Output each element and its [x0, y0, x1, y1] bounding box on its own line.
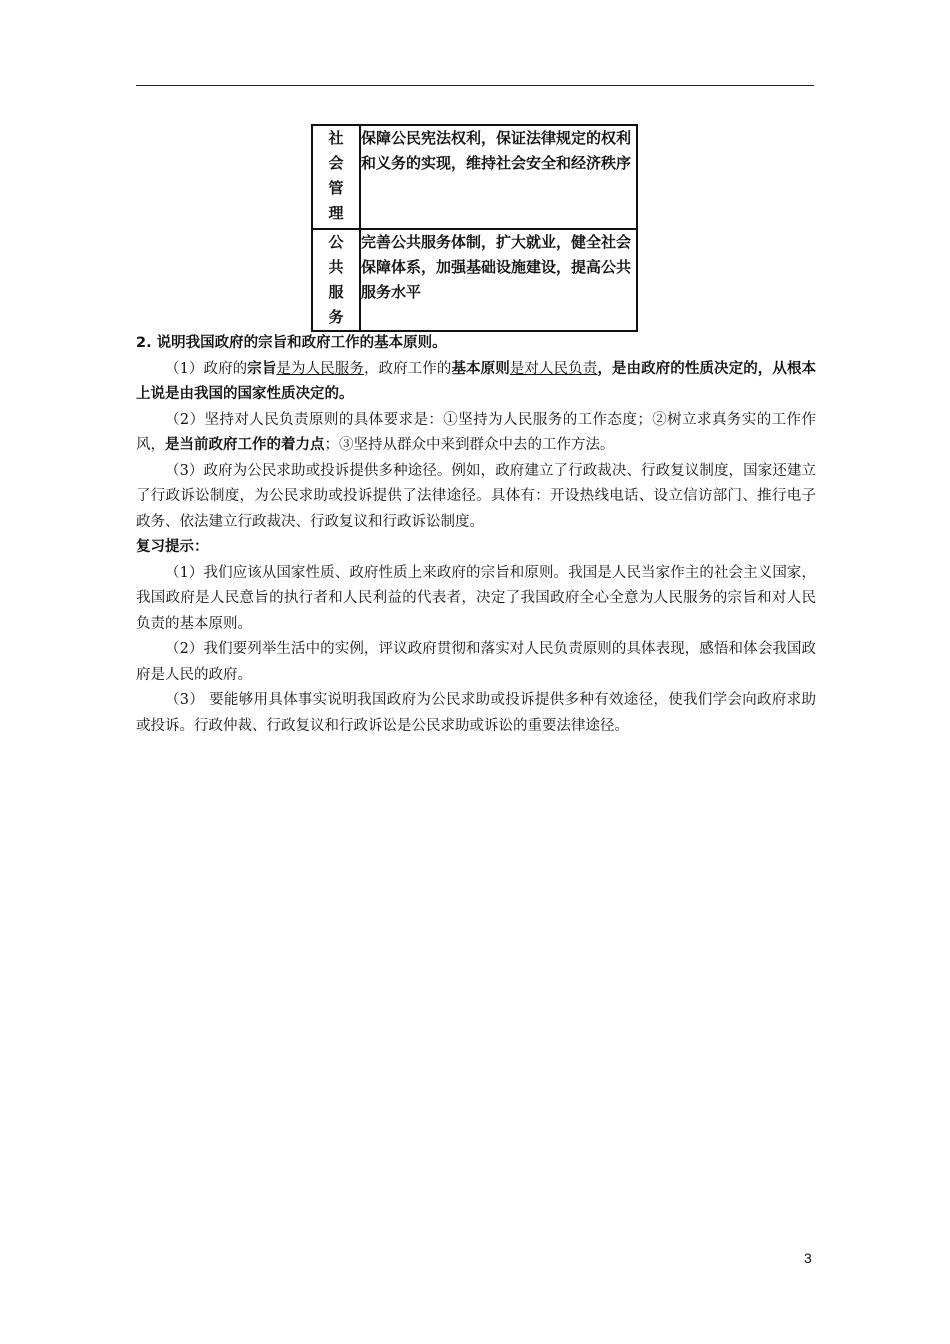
header-rule	[136, 85, 814, 86]
bold-text: 是当前政府工作的着力点	[165, 437, 325, 453]
text-run: ；③坚持从群众中来到群众中去的工作方法。	[324, 437, 615, 453]
text-run: （1）政府的	[165, 360, 248, 377]
table-row	[312, 229, 637, 331]
review-item: （2）我们要列举生活中的实例，评议政府贯彻和落实对人民负责原则的具体表现，感悟和体会我国政府是人民的政府。	[136, 641, 816, 683]
body-content	[136, 331, 816, 739]
government-functions-table	[311, 124, 638, 332]
paragraph-2	[136, 408, 816, 459]
paragraph-1	[136, 357, 816, 408]
label-char: 服	[328, 283, 344, 301]
label-char: 会	[328, 154, 344, 172]
label-char: 管	[328, 179, 344, 197]
bold-term: 宗旨	[247, 360, 277, 377]
row-text-public-service: 完善公共服务体制，扩大就业，健全社会保障体系，加强基础设施建设，提高公共服务水平	[360, 229, 637, 331]
text-run: 是	[276, 360, 292, 377]
section-heading: 2. 说明我国政府的宗旨和政府工作的基本原则。	[136, 335, 447, 351]
underlined-term: 为人民服务	[291, 360, 364, 377]
row-label-public-service	[312, 229, 360, 331]
label-char: 务	[328, 308, 344, 326]
bold-text: ，是由政府的性质决定的，从根本上说是由我国的国家性质决定的。	[136, 360, 817, 402]
review-heading: 复习提示：	[136, 539, 209, 555]
row-label-social-management	[312, 125, 360, 229]
text-run: ，政府工作的	[363, 360, 452, 377]
label-char: 共	[328, 258, 344, 276]
label-char: 理	[328, 204, 344, 222]
label-char: 公	[328, 233, 344, 251]
review-item: （1）我们应该从国家性质、政府性质上来政府的宗旨和原则。我国是人民当家作主的社会主义国家，我国政府是人民意旨的执行者和人民利益的代表者，决定了我国政府全心全意为人民服务的宗旨和对人民负责的基本原则。	[136, 564, 816, 632]
table-row	[312, 125, 637, 229]
page-number: 3	[804, 1250, 812, 1266]
underlined-term: 对人民负责	[524, 360, 598, 377]
bold-term: 基本原则	[451, 360, 510, 377]
label-char: 社	[328, 129, 344, 147]
text-run: （2）坚持对人民负责原则的具体要求是：①坚持为人民服务的工作态度；②树立求真务实的工作作风，	[136, 411, 816, 453]
row-text-social-management: 保障公民宪法权利，保证法律规定的权利和义务的实现，维持社会安全和经济秩序	[360, 125, 637, 229]
text-run: 是	[509, 360, 525, 377]
review-item: （3） 要能够用具体事实说明我国政府为公民求助或投诉提供多种有效途径，使我们学会向政府求助或投诉。行政仲裁、行政复议和行政诉讼是公民求助或诉讼的重要法律途径。	[136, 692, 816, 734]
paragraph-3: （3）政府为公民求助或投诉提供多种途径。例如，政府建立了行政裁决、行政复议制度，国家还建立了行政诉讼制度，为公民求助或投诉提供了法律途径。具体有：开设热线电话、设立信访部门、推行电子政务、依法建立行政裁决、行政复议和行政诉讼制度。	[136, 462, 816, 530]
